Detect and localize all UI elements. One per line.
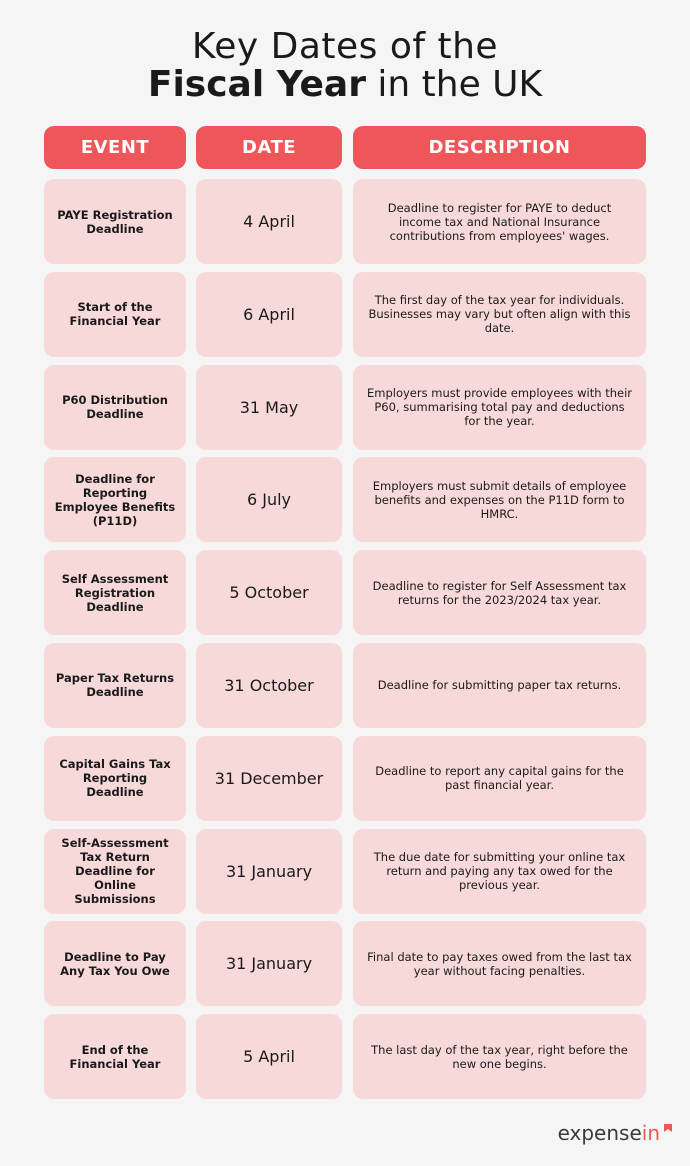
logo-text-in: in [641,1121,660,1145]
page-title-line1: Key Dates of the [191,26,499,67]
event-cell: Deadline for Reporting Employee Benefits (P11D) [44,457,186,542]
date-cell: 31 December [196,736,342,821]
table-row [0,365,690,450]
table-row [0,643,690,728]
event-cell: Self Assessment Registration Deadline [44,550,186,635]
date-cell: 5 April [196,1014,342,1099]
expensein-logo [558,1121,674,1145]
table-row [0,272,690,357]
event-cell: P60 Distribution Deadline [44,365,186,450]
description-cell: Deadline to report any capital gains for the past financial year. [353,736,646,821]
event-cell: Deadline to Pay Any Tax You Owe [44,921,186,1006]
date-cell: 4 April [196,179,342,264]
table-row [0,921,690,1006]
date-cell: 6 April [196,272,342,357]
event-cell: End of the Financial Year [44,1014,186,1099]
description-cell: Final date to pay taxes owed from the last tax year without facing penalties. [353,921,646,1006]
date-cell: 5 October [196,550,342,635]
header-event: EVENT [44,126,186,169]
header-date: DATE [196,126,342,169]
description-cell: Deadline to register for PAYE to deduct income tax and National Insurance contributions from employees' wages. [353,179,646,264]
table-row [0,829,690,914]
event-cell: PAYE Registration Deadline [44,179,186,264]
page-title-rest: in the UK [365,64,543,105]
description-cell: Employers must provide employees with their P60, summarising total pay and deductions for the year. [353,365,646,450]
header-description: DESCRIPTION [353,126,646,169]
table-row [0,736,690,821]
page-title-emphasis: Fiscal Year [147,64,366,105]
dates-table [0,179,690,1107]
date-cell: 31 January [196,921,342,1006]
date-cell: 31 October [196,643,342,728]
description-cell: The first day of the tax year for individuals. Businesses may vary but often align with this date. [353,272,646,357]
description-cell: Deadline for submitting paper tax returns. [353,643,646,728]
description-cell: Deadline to register for Self Assessment tax returns for the 2023/2024 tax year. [353,550,646,635]
table-row [0,457,690,542]
table-row [0,550,690,635]
table-row [0,1014,690,1099]
page-title-line2 [0,64,690,106]
event-cell: Start of the Financial Year [44,272,186,357]
event-cell: Self-Assessment Tax Return Deadline for Online Submissions [44,829,186,914]
description-cell: The due date for submitting your online tax return and paying any tax owed for the previous year. [353,829,646,914]
date-cell: 31 January [196,829,342,914]
date-cell: 6 July [196,457,342,542]
description-cell: Employers must submit details of employee benefits and expenses on the P11D form to HMRC. [353,457,646,542]
event-cell: Capital Gains Tax Reporting Deadline [44,736,186,821]
event-cell: Paper Tax Returns Deadline [44,643,186,728]
arrow-badge-icon [662,1122,674,1134]
date-cell: 31 May [196,365,342,450]
table-row [0,179,690,264]
description-cell: The last day of the tax year, right before the new one begins. [353,1014,646,1099]
logo-text-expense: expense [557,1121,642,1145]
